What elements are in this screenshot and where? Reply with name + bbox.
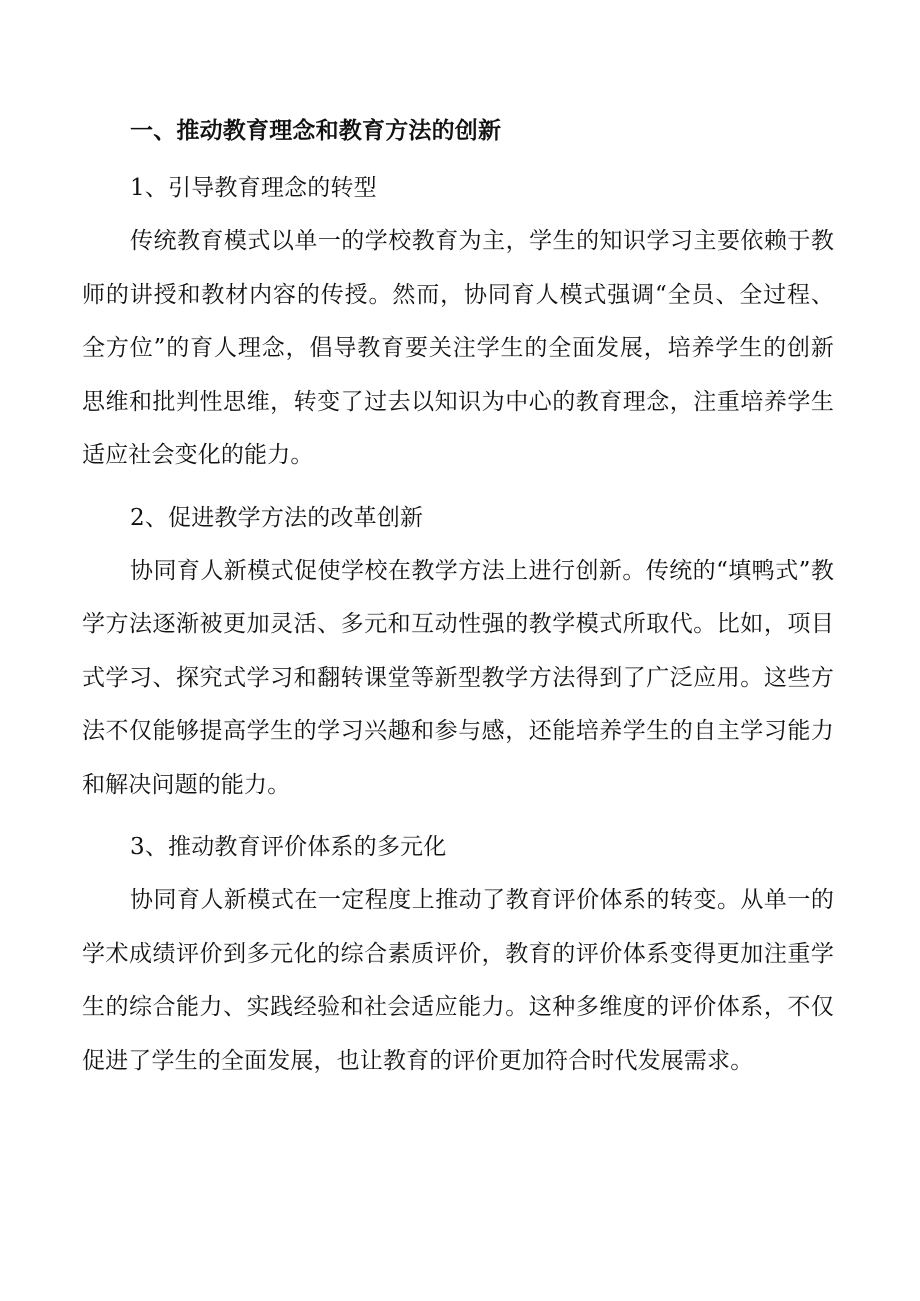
subsection-title-3: 3、推动教育评价体系的多元化 xyxy=(130,834,447,860)
paragraph-3: 协同育人新模式在一定程度上推动了教育评价体系的转变。从单一的学术成绩评价到多元化的综合素质评价，教育的评价体系变得更加注重学生的综合能力、实践经验和社会适应能力。这种多维度的评价体系，不仅促进了学生的全面发展，也让教育的评价更加符合时代发展需求。 xyxy=(82,887,834,1074)
document-content xyxy=(82,104,834,1088)
spacer xyxy=(82,812,834,820)
section-heading: 一、推动教育理念和教育方法的创新 xyxy=(130,117,502,144)
spacer xyxy=(82,483,834,491)
paragraph-1: 传统教育模式以单一的学校教育为主，学生的知识学习主要依赖于教师的讲授和教材内容的传授。然而，协同育人模式强调“全员、全过程、全方位”的育人理念，倡导教育要关注学生的全面发展，培养学生的创新思维和批判性思维，转变了过去以知识为中心的教育理念，注重培养学生适应社会变化的能力。 xyxy=(82,228,834,468)
subsection-title-1: 1、引导教育理念的转型 xyxy=(130,175,377,201)
subsection-title-2: 2、促进教学方法的改革创新 xyxy=(130,504,424,531)
paragraph-2: 协同育人新模式促使学校在教学方法上进行创新。传统的“填鸭式”教学方法逐渐被更加灵活、多元和互动性强的教学模式所取代。比如，项目式学习、探究式学习和翻转课堂等新型教学方法得到了广泛应用。这些方法不仅能够提高学生的学习兴趣和参与感，还能培养学生的自主学习能力和解决问题的能力。 xyxy=(82,557,834,798)
